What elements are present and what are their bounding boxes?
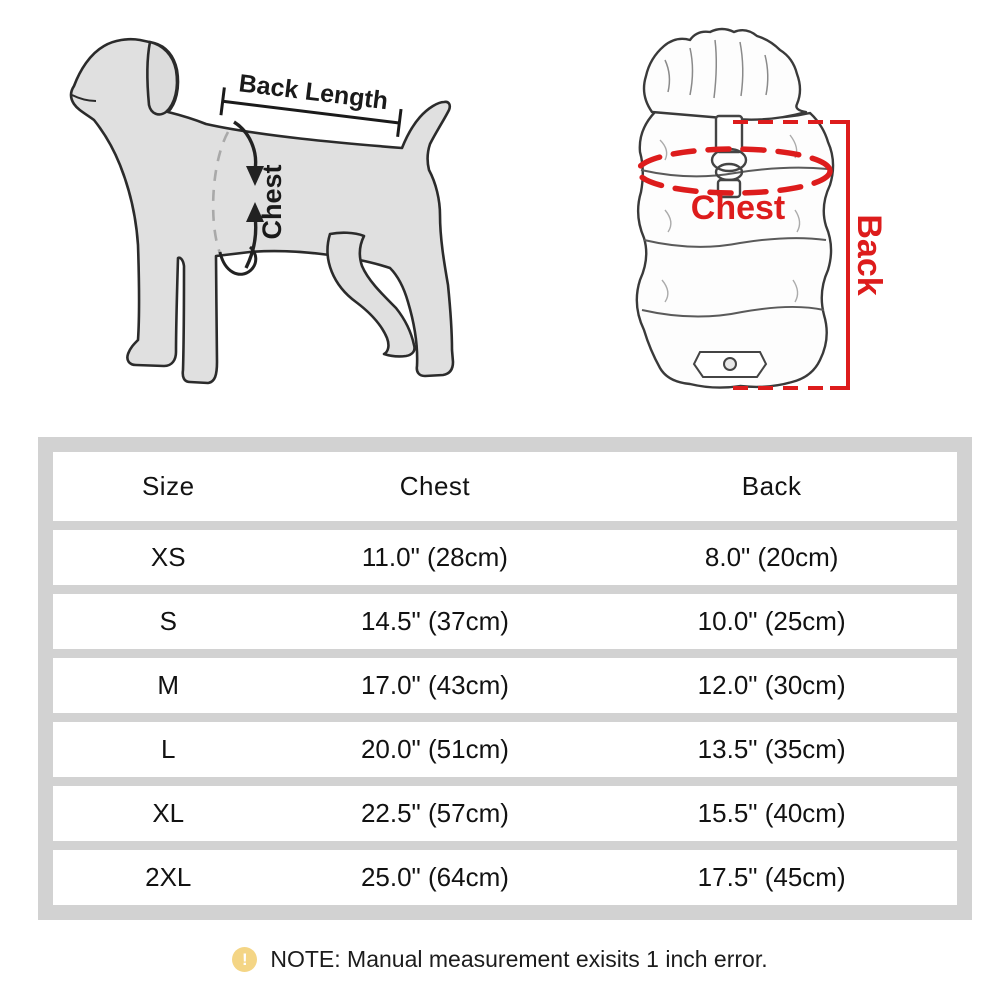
size-value: S [159,606,177,636]
size-value: M [157,670,180,700]
note-text: NOTE: Manual measurement exisits 1 inch error. [270,946,768,972]
dog-ear [147,42,177,114]
dog-illustration [71,39,453,383]
column-header-size: Size [141,471,195,501]
vest-back-label: Back [850,214,888,296]
table-row-xs [53,530,957,585]
back-value: 10.0" (25cm) [697,606,846,636]
size-value: XS [150,542,186,572]
back-value: 15.5" (40cm) [697,798,846,828]
column-header-back: Back [741,471,802,501]
measurement-note [0,946,1000,973]
back-value: 8.0" (20cm) [704,542,839,572]
size-value: 2XL [145,862,192,892]
table-row-s [53,594,957,649]
chest-value: 11.0" (28cm) [361,542,508,572]
vest-chest-label: Chest [690,189,786,227]
vest-illustration [637,29,888,390]
table-row-2xl [53,850,957,905]
back-length-label: Back Length [237,69,390,116]
vest-emblem [694,352,766,377]
back-value: 17.5" (45cm) [697,862,846,892]
vest-collar [644,29,806,120]
chest-value: 17.0" (43cm) [360,670,509,700]
chest-value: 20.0" (51cm) [360,734,509,764]
warning-icon: ! [232,947,257,972]
table-row-m [53,658,957,713]
dog-chest-label: Chest [257,164,287,240]
size-value: XL [152,798,185,828]
back-length-dimension [221,68,404,137]
chest-value: 22.5" (57cm) [360,798,509,828]
table-row-l [53,722,957,777]
measurement-diagram [0,0,1000,430]
column-header-chest: Chest [399,471,471,501]
size-value: L [161,734,176,764]
size-table [38,437,972,920]
back-value: 13.5" (35cm) [697,734,846,764]
size-table-header-row [53,452,957,521]
table-row-xl [53,786,957,841]
chest-value: 14.5" (37cm) [360,606,509,636]
chest-value: 25.0" (64cm) [360,862,509,892]
back-value: 12.0" (30cm) [697,670,846,700]
